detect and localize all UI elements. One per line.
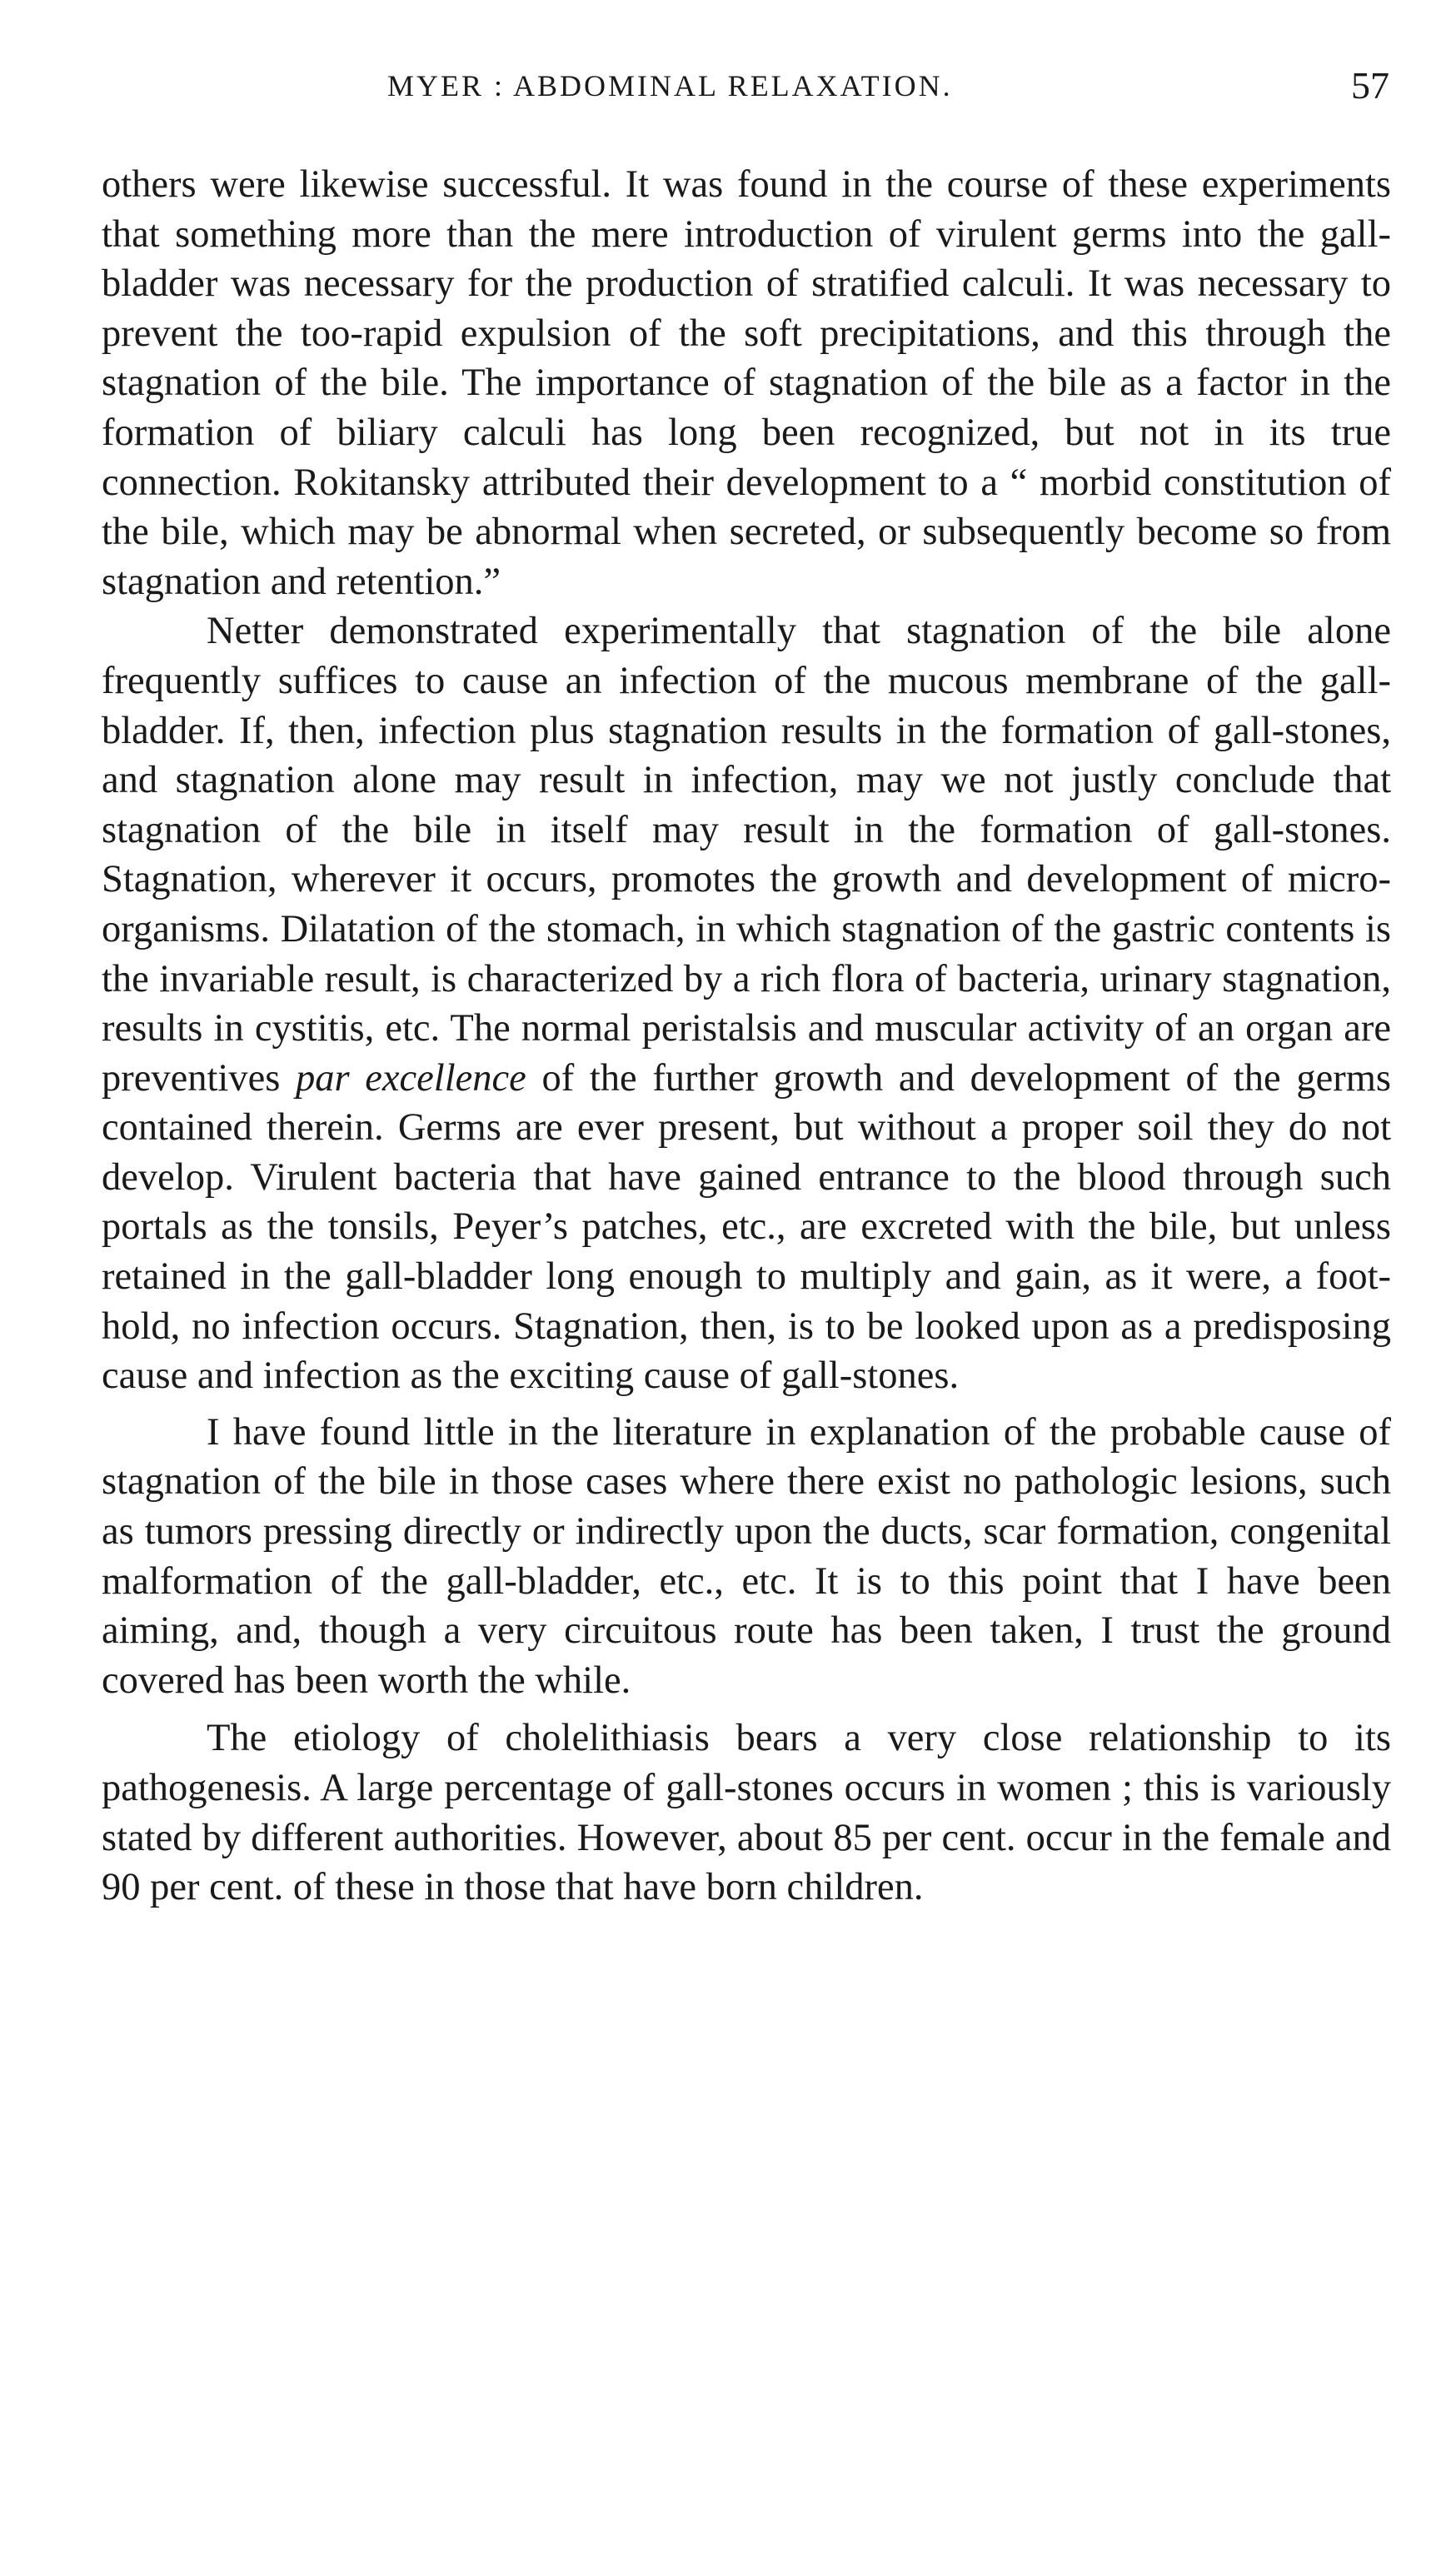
body-text xyxy=(102,160,1391,1913)
page-number: 57 xyxy=(1351,64,1389,107)
paragraph-literature: I have found little in the literature in explanation of the probable cause of stagnation of the bile in those cases where there exist no pathologic lesions, such as tumors pressing directly or indirectly upon the ducts, scar formation, congenital malformation of the gall-bladder, etc., etc. It is to this point that I have been aiming, and, though a very circuitous route has been taken, I trust the ground covered has been worth the while. xyxy=(102,1410,1391,1702)
running-title: MYER : ABDOMINAL RELAXATION. xyxy=(387,69,953,102)
paragraph-netter xyxy=(102,606,1391,1401)
emphasis-text: par excellence xyxy=(296,1056,526,1100)
paragraph-etiology: The etiology of cholelithiasis bears a very close relationship to its pathogenesis. A large percentage of gall-stones occurs in women ; this is variously stated by different authorities. However, about 85 per cent. occur in the female and 90 per cent. of these in those that have born children. xyxy=(102,1717,1391,1909)
paragraph-text: of the further growth and development of the germs contained therein. Germs are ever present, but without a proper soil they do not develop. Virulent bacteria that have gained entrance to the blood through such portals as the tonsils, Peyer’s patches, etc., are excreted with the bile, but unless retained in the gall-bladder long enough to multiply and gain, as it were, a foot-hold, no infection occurs. Stagnation, then, is to be looked upon as a predisposing cause and infection as the exciting cause of gall-stones. xyxy=(102,1056,1391,1398)
paragraph-continuation: others were likewise successful. It was found in the course of these experiments that something more than the mere introduction of virulent germs into the gall-bladder was necessary for the production of stratified calculi. It was necessary to prevent the too-rapid expulsion of the soft precipitations, and this through the stagnation of the bile. The importance of stagnation of the bile as a factor in the formation of biliary calculi has long been recognized, but not in its true connection. Rokitansky attributed their development to a “ morbid constitution of the bile, which may be abnormal when secreted, or subsequently become so from stagnation and retention.” xyxy=(102,163,1391,603)
paragraph-text: Netter demonstrated experimentally that stagnation of the bile alone frequently suffices to cause an infection of the mucous membrane of the gall-bladder. If, then, infection plus stagnation results in the formation of gall-stones, and stagnation alone may result in infection, may we not justly conclude that stagnation of the bile in itself may result in the formation of gall-stones. Stagnation, wherever it occurs, promotes the growth and development of micro-organisms. Dilatation of the stomach, in which stagnation of the gastric contents is the invariable result, is characterized by a rich flora of bacteria, urinary stagnation, results in cystitis, etc. The normal peristalsis and muscular activity of an organ are preventives xyxy=(102,610,1391,1100)
running-head xyxy=(108,64,1391,118)
